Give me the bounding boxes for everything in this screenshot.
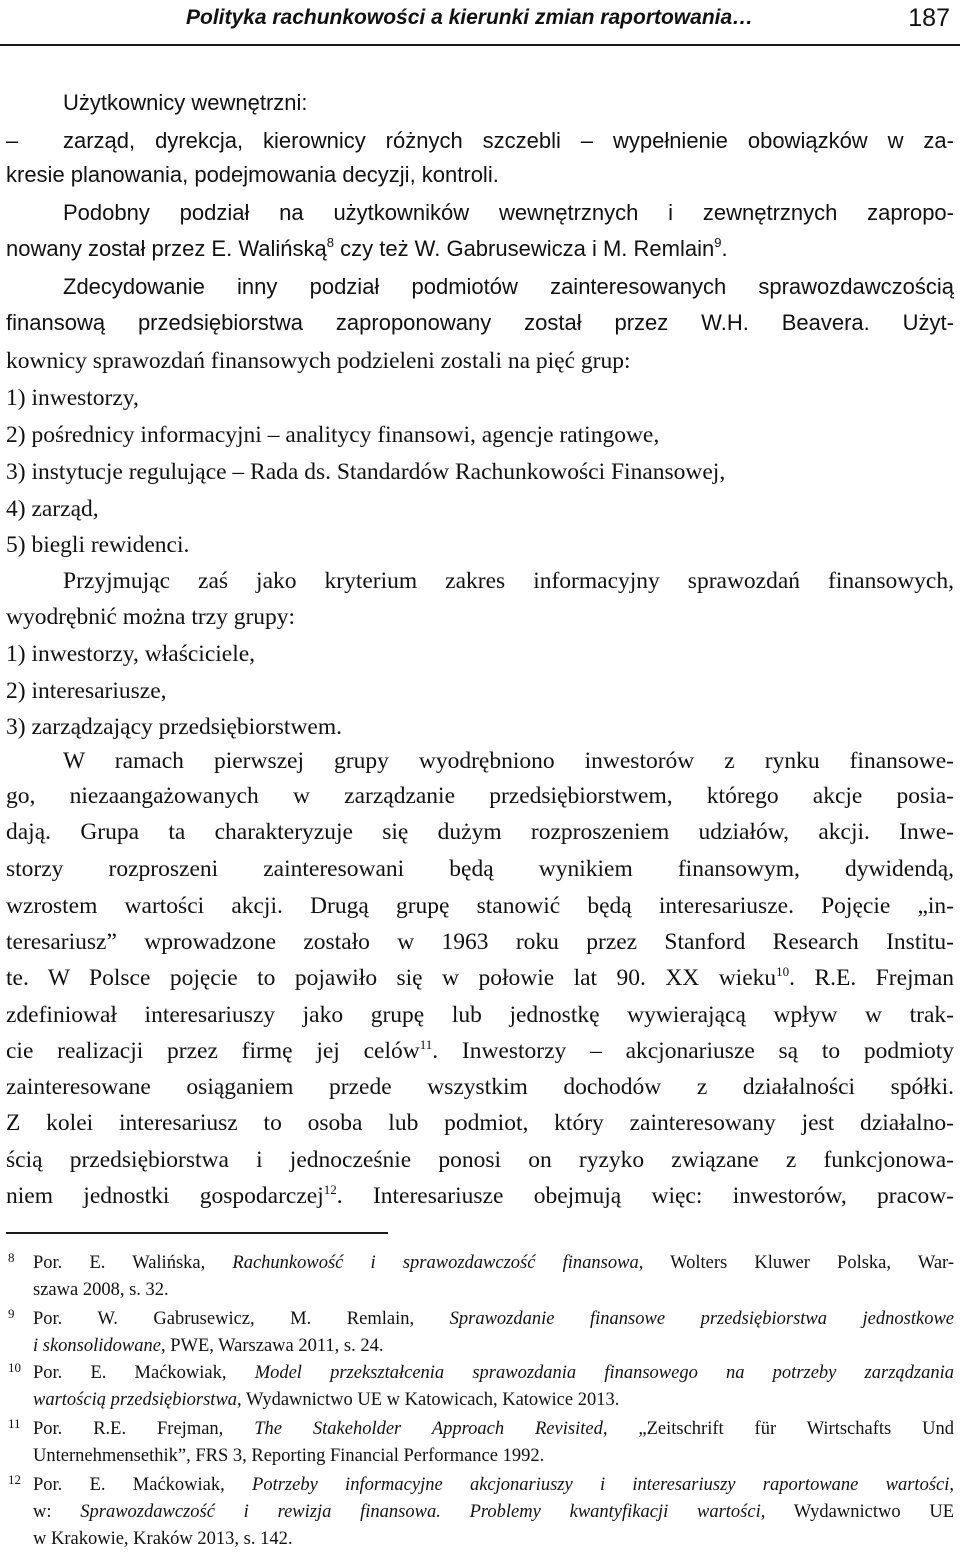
footnote-ref: 9 bbox=[714, 235, 722, 250]
footnote-ref: 12 bbox=[323, 1182, 337, 1197]
text-line: zainteresowane osiąganiem przede wszystkim dochodów z działalności spółki. bbox=[6, 1074, 954, 1100]
text-line: niem jednostki gospodarczej$^{12}$. Interesariusze obejmują więc: inwestorów, pracow- bbox=[6, 1182, 954, 1209]
page-number: 187 bbox=[908, 4, 950, 32]
running-title: Polityka rachunkowości a kierunki zmian raportowania… bbox=[186, 6, 754, 29]
footnote-ref: 11 bbox=[419, 1037, 433, 1052]
page-header bbox=[0, 0, 960, 46]
footnote: 8 Por. E. Walińska, Rachunkowość i sprawozdawczość finansowa, Wolters Kluwer Polska, War- szawa 2008, s. 32. bbox=[6, 1250, 954, 1304]
list-item: 3) instytucje regulujące – Rada ds. Standardów Rachunkowości Finansowej, bbox=[6, 459, 726, 485]
footnote-number: 11 bbox=[8, 1416, 21, 1431]
list-item: 4) zarząd, bbox=[6, 496, 99, 522]
text-line: wzrostem wartości akcji. Drugą grupę stanowić będą interesariusze. Pojęcie „in- bbox=[6, 893, 954, 919]
list-item: 3) zarządzający przedsiębiorstwem. bbox=[6, 714, 342, 740]
footnote: 9 Por. W. Gabrusewicz, M. Remlain, Sprawozdanie finansowe przedsiębiorstwa jednostkowe i skonsolidowane, PWE, Warszawa 2011, s. 24. bbox=[6, 1306, 954, 1360]
footnote-ref: 8 bbox=[326, 235, 334, 250]
text-line: Zdecydowanie inny podział podmiotów zainteresowanych sprawozdawczością bbox=[63, 274, 954, 299]
text-line: Użytkownicy wewnętrzni: bbox=[63, 90, 308, 115]
text-line: dają. Grupa ta charakteryzuje się dużym rozproszeniem udziałów, akcji. Inwe- bbox=[6, 819, 954, 845]
dash-list-item: – zarząd, dyrekcja, kierownicy różnych szczebli – wypełnienie obowiązków w za- bbox=[6, 124, 954, 158]
text-line: ścią przedsiębiorstwa i jednocześnie ponosi on ryzyko związane z funkcjonowa- bbox=[6, 1147, 954, 1173]
text-line: cie realizacji przez firmę jej celów$^{11}$. Inwestorzy – akcjonariusze są to podmioty bbox=[6, 1037, 955, 1064]
text-line: Podobny podział na użytkowników wewnętrznych i zewnętrznych zapropo- bbox=[63, 200, 954, 225]
list-item: 2) interesariusze, bbox=[6, 678, 167, 704]
footnote-number: 9 bbox=[8, 1306, 15, 1321]
footnote-ref: 10 bbox=[776, 964, 790, 979]
text-line: storzy rozproszeni zainteresowani będą wynikiem finansowym, dywidendą, bbox=[6, 856, 954, 882]
text-line: kresie planowania, podejmowania decyzji, kontroli. bbox=[6, 162, 499, 187]
text-line: Z kolei interesariusz to osoba lub podmiot, który zainteresowany jest działalno- bbox=[6, 1110, 954, 1136]
text-line: te. W Polsce pojęcie to pojawiło się w połowie lat 90. XX wieku$^{10}$. R.E. Frejman bbox=[6, 964, 954, 991]
list-item: 1) inwestorzy, właściciele, bbox=[6, 641, 256, 667]
list-item: 5) biegli rewidenci. bbox=[6, 532, 190, 558]
text-line: kownicy sprawozdań finansowych podzieleni zostali na pięć grup: bbox=[6, 348, 631, 374]
text-line: finansową przedsiębiorstwa zaproponowany został przez W.H. Beavera. Użyt- bbox=[6, 310, 954, 335]
footnote: 12 Por. E. Maćkowiak, Potrzeby informacyjne akcjonariuszy i interesariuszy raportowane wartości, w: Sprawozdawczość i rewizja finansowa. Problemy kwantyfikacji wartości, Wydawnictwo UE w Krakowie, Kraków 2013, s. 142. bbox=[6, 1472, 954, 1553]
text-line: nowany został przez E. Walińską$^8$ czy też W. Gabrusewicza i M. Remlain$^9$. bbox=[6, 235, 728, 261]
list-item: 2) pośrednicy informacyjni – analitycy finansowi, agencje ratingowe, bbox=[6, 422, 660, 448]
text-line: wyodrębnić można trzy grupy: bbox=[6, 604, 296, 630]
footnote-number: 10 bbox=[8, 1360, 21, 1375]
footnote: 11 Por. R.E. Frejman, The Stakeholder Approach Revisited, „Zeitschrift für Wirtschafts Und Unternehmensethik”, FRS 3, Reporting Financial Performance 1992. bbox=[6, 1416, 954, 1470]
list-item: 1) inwestorzy, bbox=[6, 385, 139, 411]
text-line: go, niezaangażowanych w zarządzanie przedsiębiorstwem, którego akcje posia- bbox=[6, 783, 954, 809]
text-line: zdefiniował interesariuszy jako grupę lub jednostkę wywierającą wpływ w trak- bbox=[6, 1002, 954, 1028]
footnote-separator bbox=[6, 1232, 388, 1234]
text-line: Przyjmując zaś jako kryterium zakres informacyjny sprawozdań finansowych, bbox=[63, 568, 954, 594]
list-dash: – bbox=[6, 128, 19, 153]
text-line: teresariusz” wprowadzone zostało w 1963 roku przez Stanford Research Institu- bbox=[6, 929, 954, 955]
text-line: W ramach pierwszej grupy wyodrębniono inwestorów z rynku finansowe- bbox=[63, 748, 954, 774]
footnote-number: 12 bbox=[8, 1472, 21, 1487]
footnote-number: 8 bbox=[8, 1250, 15, 1265]
footnote: 10 Por. E. Maćkowiak, Model przekształcenia sprawozdania finansowego na potrzeby zarządzania wartością przedsiębiorstwa, Wydawnictwo UE w Katowicach, Katowice 2013. bbox=[6, 1360, 954, 1414]
